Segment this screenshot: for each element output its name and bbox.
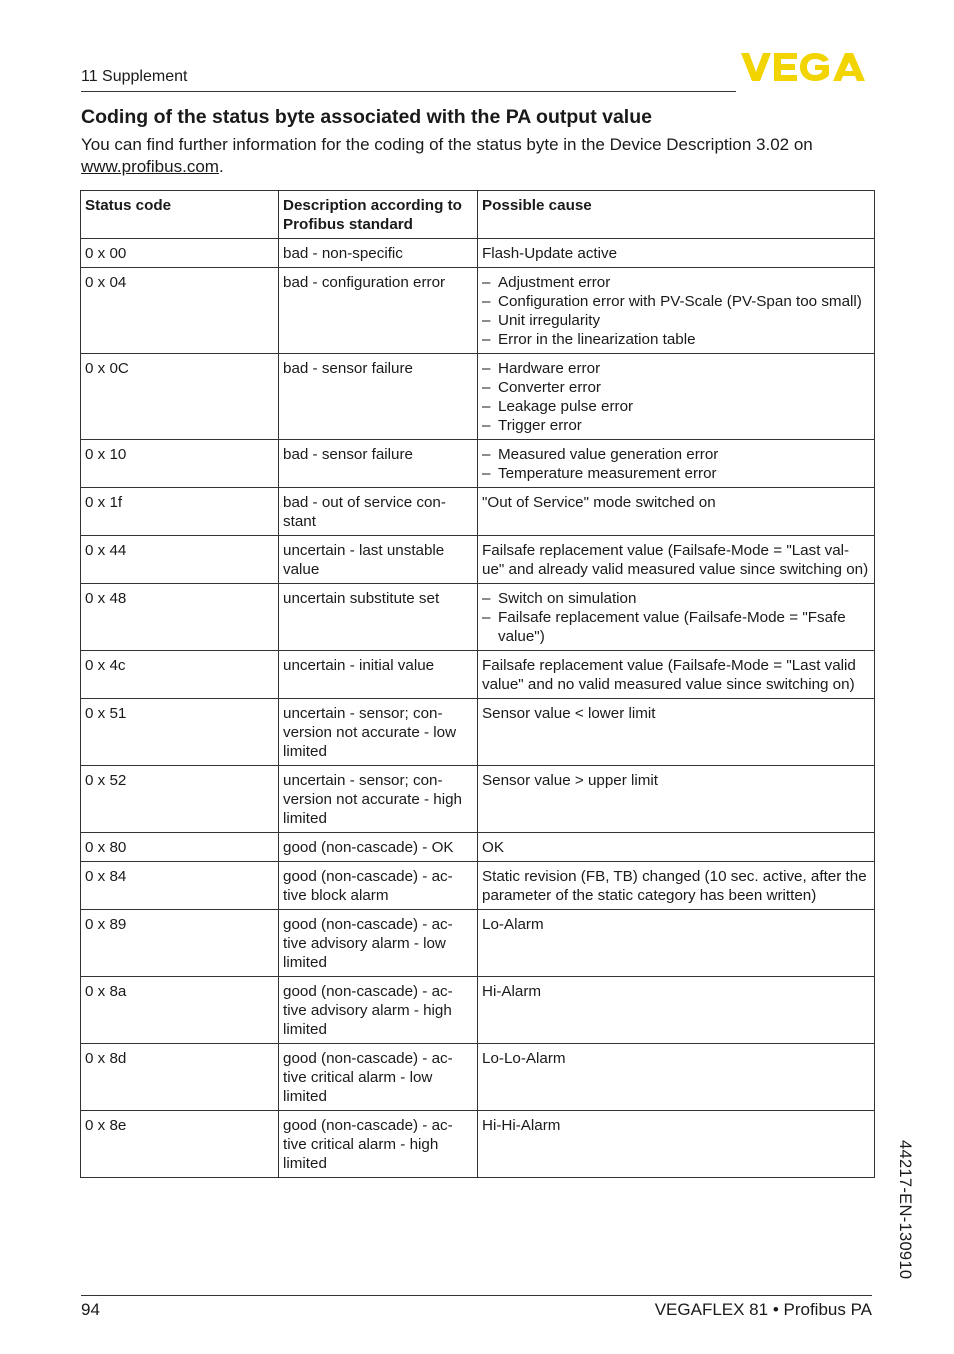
table-row [81,862,875,910]
cause-cell: Hi-Alarm [478,977,875,1044]
cause-cell: Sensor value > upper limit [478,766,875,833]
table-row [81,1044,875,1111]
intro-paragraph [81,134,881,178]
table-row [81,699,875,766]
footer-divider [81,1295,872,1296]
cause-cell: Lo-Lo-Alarm [478,1044,875,1111]
table-row [81,651,875,699]
status-code-cell: 0 x 8a [81,977,279,1044]
status-code-cell: 0 x 8d [81,1044,279,1111]
cause-list [482,445,870,483]
page-title: Coding of the status byte associated with the PA output value [81,106,652,128]
cause-cell: Static revision (FB, TB) changed (10 sec. active, after the parameter of the static category has been written) [478,862,875,910]
status-code-cell: 0 x 0C [81,354,279,440]
cause-cell: Failsafe replacement value (Failsafe-Mode = "Last val-ue" and already valid measured value since switching on) [478,536,875,584]
header-status-code: Status code [81,191,279,239]
table-row [81,354,875,440]
cause-list-item: – Unit irregularity [482,311,870,330]
description-cell: good (non-cascade) - ac-tive advisory alarm - low limited [279,910,478,977]
cause-list [482,359,870,435]
cause-cell: Hi-Hi-Alarm [478,1111,875,1178]
intro-end: . [218,157,224,176]
table-row [81,536,875,584]
description-cell: good (non-cascade) - ac-tive critical alarm - high limited [279,1111,478,1178]
status-code-cell: 0 x 44 [81,536,279,584]
description-cell: good (non-cascade) - OK [279,833,478,862]
intro-text: You can find further information for the coding of the status byte in the Device Description 3.02 on [81,135,813,154]
status-code-cell: 0 x 52 [81,766,279,833]
cause-list [482,273,870,349]
status-code-cell: 0 x 1f [81,488,279,536]
description-cell: bad - non-specific [279,239,478,268]
table-row [81,239,875,268]
cause-list-item: – Failsafe replacement value (Failsafe-Mode = "Fsafe value") [482,608,870,646]
table-row [81,268,875,354]
cause-cell [478,268,875,354]
cause-list-item: – Trigger error [482,416,870,435]
cause-cell: Sensor value < lower limit [478,699,875,766]
cause-cell [478,440,875,488]
status-code-cell: 0 x 8e [81,1111,279,1178]
status-code-cell: 0 x 89 [81,910,279,977]
cause-list-item: – Leakage pulse error [482,397,870,416]
header-possible-cause: Possible cause [478,191,875,239]
footer-product: VEGAFLEX 81 • Profibus PA [654,1300,872,1319]
table-row [81,910,875,977]
document-code: 44217-EN-130910 [896,1140,914,1280]
status-code-cell: 0 x 4c [81,651,279,699]
table-row [81,584,875,651]
status-code-cell: 0 x 04 [81,268,279,354]
cause-list-item: – Switch on simulation [482,589,870,608]
description-cell: good (non-cascade) - ac-tive advisory alarm - high limited [279,977,478,1044]
status-code-cell: 0 x 84 [81,862,279,910]
cause-cell: Lo-Alarm [478,910,875,977]
status-code-cell: 0 x 10 [81,440,279,488]
table-row [81,766,875,833]
cause-cell: Failsafe replacement value (Failsafe-Mode = "Last valid value" and no valid measured value since switching on) [478,651,875,699]
cause-list [482,589,870,646]
cause-cell [478,354,875,440]
cause-list-item: – Converter error [482,378,870,397]
table-row [81,977,875,1044]
cause-list-item: – Adjustment error [482,273,870,292]
cause-cell: Flash-Update active [478,239,875,268]
description-cell: uncertain - sensor; con-version not accurate - low limited [279,699,478,766]
status-code-cell: 0 x 48 [81,584,279,651]
status-code-cell: 0 x 80 [81,833,279,862]
status-code-cell: 0 x 51 [81,699,279,766]
description-cell: good (non-cascade) - ac-tive critical alarm - low limited [279,1044,478,1111]
description-cell: bad - out of service con-stant [279,488,478,536]
description-cell: uncertain substitute set [279,584,478,651]
header-divider [81,91,736,92]
table-row [81,1111,875,1178]
description-cell: uncertain - last unstable value [279,536,478,584]
description-cell: bad - configuration error [279,268,478,354]
cause-list-item: – Measured value generation error [482,445,870,464]
table-row [81,488,875,536]
description-cell: bad - sensor failure [279,440,478,488]
cause-list-item: – Configuration error with PV-Scale (PV-Span too small) [482,292,870,311]
cause-cell [478,584,875,651]
description-cell: uncertain - initial value [279,651,478,699]
description-cell: uncertain - sensor; con-version not accurate - high limited [279,766,478,833]
status-byte-table [80,190,875,1178]
header-description: Description according to Profibus standard [279,191,478,239]
table-header-row [81,191,875,239]
vega-logo [741,51,872,83]
cause-list-item: – Temperature measurement error [482,464,870,483]
profibus-link[interactable]: www.profibus.com [81,157,219,176]
description-cell: good (non-cascade) - ac-tive block alarm [279,862,478,910]
cause-cell: "Out of Service" mode switched on [478,488,875,536]
table-row [81,833,875,862]
cause-cell: OK [478,833,875,862]
cause-list-item: – Error in the linearization table [482,330,870,349]
page-number: 94 [81,1300,100,1319]
table-row [81,440,875,488]
section-header: 11 Supplement [81,68,188,85]
status-code-cell: 0 x 00 [81,239,279,268]
description-cell: bad - sensor failure [279,354,478,440]
cause-list-item: – Hardware error [482,359,870,378]
